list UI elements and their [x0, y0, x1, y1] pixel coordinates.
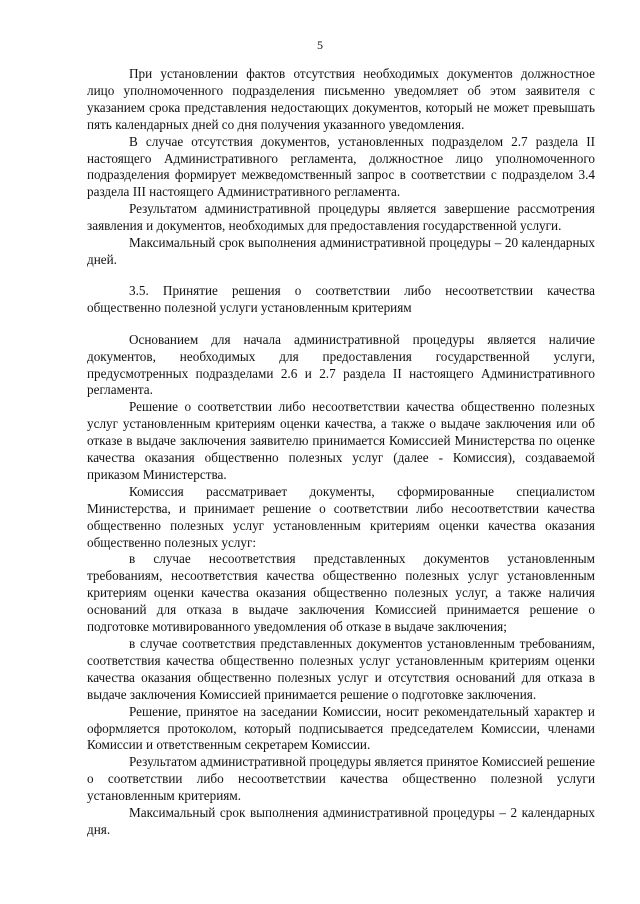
paragraph: Решение, принятое на заседании Комиссии, носит рекомендательный характер и оформляется протоколом, который подписывается председателем Комиссии, членами Комиссии и ответственным секретарем Комиссии. — [87, 703, 595, 753]
page-number: 5 — [317, 38, 323, 52]
paragraph: При установлении фактов отсутствия необходимых документов должностное лицо уполномоченного подразделения письменно уведомляет об этом заявителя с указанием срока представления недостающих документов, который не может превышать пять календарных дней со дня получения указанного уведомления. — [87, 66, 595, 132]
paragraph: в случае соответствия представленных документов установленным требованиям, соответствия качества общественно полезных услуг установленным критериям оценки качества оказания общественно полезных услуг и отсутствия оснований для отказа в выдаче заключения Комиссией принимается решение о подготовке заключения. — [87, 636, 595, 702]
paragraph: Максимальный срок выполнения административной процедуры – 2 календарных дня. — [87, 805, 595, 837]
paragraph: Результатом административной процедуры является завершение рассмотрения заявления и документов, необходимых для предоставления государственной услуги. — [87, 201, 595, 234]
paragraph: В случае отсутствия документов, установленных подразделом 2.7 раздела II настоящего Административного регламента, должностное лицо уполномоченного подразделения формирует межведомственный запрос в соответствии с подразделом 3.4 раздела III настоящего Административного регламента. — [87, 133, 595, 200]
paragraph: Максимальный срок выполнения административной процедуры – 20 календарных дней. — [87, 235, 595, 267]
paragraph: в случае несоответствия представленных документов установленным требованиям, несоответствия качества общественно полезных услуг установленным критериям оценки качества оказания общественно полезных услуг, а также наличия оснований для отказа в выдаче заключения Комиссией принимается решение о подготовке мотивированного уведомления об отказе в выдаче заключения; — [87, 551, 595, 635]
document-body — [87, 66, 595, 839]
paragraph: Основанием для начала административной процедуры является наличие документов, необходимых для предоставления государственной услуги, предусмотренных подразделами 2.6 и 2.7 раздела II настоящего Административного регламента. — [87, 331, 595, 398]
paragraph: Решение о соответствии либо несоответствии качества общественно полезных услуг установленным критериям оценки качества, а также о выдаче заключения или об отказе в выдаче заключения заявителю принимается Комиссией Министерства по оценке качества оказания общественно полезных услуг (далее - Комиссия), создаваемой приказом Министерства. — [87, 399, 595, 482]
paragraph: Комиссия рассматривает документы, сформированные специалистом Министерства, и принимает решение о соответствии либо несоответствии качества общественно полезных услуг установленным критериям оценки качества оказания общественно полезных услуг: — [87, 483, 595, 550]
section-heading: 3.5. Принятие решения о соответствии либо несоответствии качества общественно полезной услуги установленным критериям — [87, 282, 595, 315]
paragraph: Результатом административной процедуры является принятое Комиссией решение о соответствии либо несоответствии качества общественно полезной услуги установленным критериям. — [87, 754, 595, 804]
